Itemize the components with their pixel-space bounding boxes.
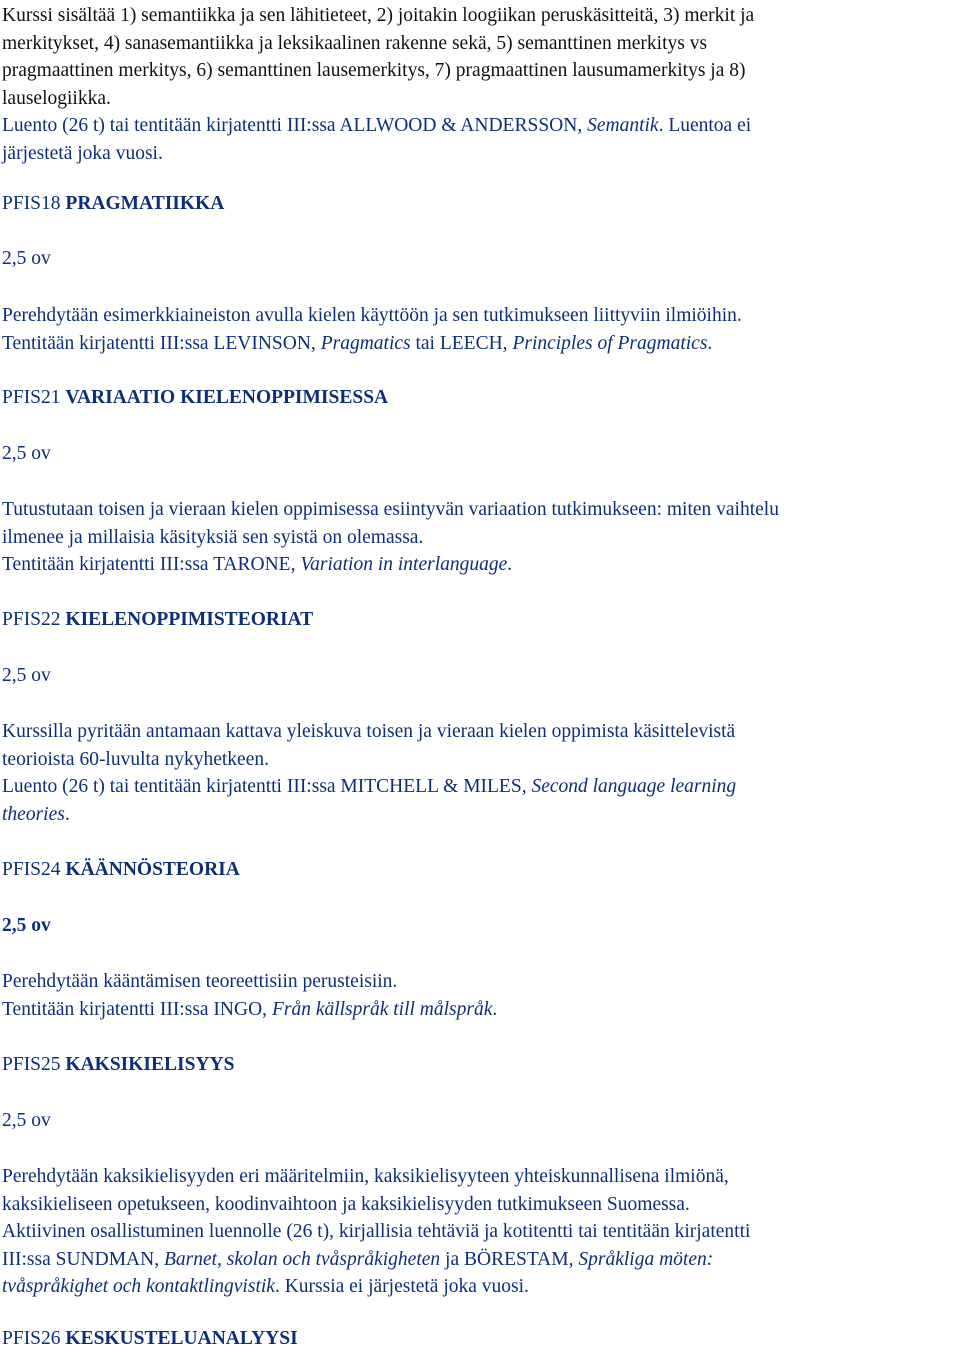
course-code: PFIS24 bbox=[2, 859, 61, 880]
exam-end: . bbox=[707, 332, 713, 354]
exam-end: . bbox=[492, 998, 498, 1020]
course-code: PFIS21 bbox=[2, 387, 61, 408]
intro-luento-line2: järjestetä joka vuosi. bbox=[2, 142, 163, 164]
exam-title: tvåspråkighet och kontaktlingvistik bbox=[2, 1276, 275, 1298]
course-credits: 2,5 ov bbox=[2, 248, 51, 269]
course-exam bbox=[2, 1246, 960, 1274]
course-heading-pfis18 bbox=[2, 190, 224, 218]
course-description: kaksikieliseen opetukseen, koodinvaihtoon ja kaksikielisyyden tutkimukseen Suomessa. bbox=[2, 1193, 690, 1215]
course-heading-pfis26 bbox=[2, 1325, 298, 1353]
course-name: VARIAATIO KIELENOPPIMISESSA bbox=[65, 387, 389, 408]
course-code: PFIS26 bbox=[2, 1328, 61, 1349]
course-heading-pfis21 bbox=[2, 384, 388, 412]
exam-title: Principles of Pragmatics bbox=[512, 332, 708, 354]
exam-title: Pragmatics bbox=[320, 332, 411, 354]
intro-luento-suffix: . Luentoa ei bbox=[658, 115, 752, 137]
exam-title: Från källspråk till målspråk bbox=[271, 998, 493, 1020]
course-name: KAKSIKIELISYYS bbox=[65, 1054, 235, 1075]
exam-prefix: III:ssa SUNDMAN, bbox=[2, 1248, 164, 1270]
intro-line: Kurssi sisältää 1) semantiikka ja sen lähitieteet, 2) joitakin loogiikan peruskäsitteitä, 3) merkit ja bbox=[2, 5, 755, 26]
course-body-pfis22 bbox=[2, 718, 960, 828]
course-description: Perehdytään esimerkkiaineiston avulla kielen käyttöön ja sen tutkimukseen liittyviin ilmiöihin. bbox=[2, 305, 742, 326]
exam-title: theories bbox=[2, 803, 65, 825]
intro-line: merkitykset, 4) sanasemantiikka ja leksikaalinen rakenne sekä, 5) semanttinen merkitys vs bbox=[2, 32, 708, 54]
course-heading-pfis22 bbox=[2, 606, 313, 634]
course-exam-line2 bbox=[2, 1273, 960, 1301]
course-exam bbox=[2, 551, 960, 579]
exam-title: Second language learning bbox=[531, 776, 737, 798]
exam-prefix: Luento (26 t) tai tentitään kirjatentti III:ssa MITCHELL & MILES, bbox=[2, 776, 532, 798]
exam-title: Variation in interlanguage bbox=[300, 554, 508, 576]
course-description: teorioista 60-luvulta nykyhetkeen. bbox=[2, 748, 269, 770]
course-body-pfis21 bbox=[2, 496, 960, 579]
intro-luento bbox=[2, 112, 960, 140]
course-heading-pfis25 bbox=[2, 1051, 234, 1079]
intro-line: pragmaattinen merkitys, 6) semanttinen lausemerkitys, 7) pragmaattinen lausumamerkitys ja 8) bbox=[2, 60, 746, 82]
exam-prefix: Tentitään kirjatentti III:ssa INGO, bbox=[2, 998, 272, 1020]
intro-luento-prefix: Luento (26 t) tai tentitään kirjatentti III:ssa ALLWOOD & ANDERSSON, bbox=[2, 115, 588, 137]
exam-prefix: Tentitään kirjatentti III:ssa LEVINSON, bbox=[2, 332, 321, 354]
course-exam bbox=[2, 996, 960, 1024]
course-name: KIELENOPPIMISTEORIAT bbox=[65, 609, 314, 630]
course-credits: 2,5 ov bbox=[2, 665, 51, 686]
course-name: PRAGMATIIKKA bbox=[65, 193, 225, 214]
exam-title: Barnet, skolan och tvåspråkigheten bbox=[163, 1248, 441, 1270]
course-code: PFIS22 bbox=[2, 609, 61, 630]
course-heading-pfis24 bbox=[2, 856, 240, 884]
intro-luento-title: Semantik bbox=[587, 115, 659, 137]
course-description: Kurssilla pyritään antamaan kattava yleiskuva toisen ja vieraan kielen oppimista käsittelevistä bbox=[2, 721, 736, 742]
course-code: PFIS25 bbox=[2, 1054, 61, 1075]
exam-end: . bbox=[64, 803, 70, 825]
exam-title: Språkliga möten: bbox=[578, 1248, 714, 1270]
course-description: Tutustutaan toisen ja vieraan kielen oppimisessa esiintyvän variaation tutkimukseen: miten vaihtelu bbox=[2, 499, 779, 520]
intro-line: lauselogiikka. bbox=[2, 87, 111, 109]
course-name: KÄÄNNÖSTEORIA bbox=[65, 859, 240, 880]
exam-end: . Kurssia ei järjestetä joka vuosi. bbox=[274, 1276, 529, 1298]
intro-section bbox=[2, 2, 960, 168]
course-code: PFIS18 bbox=[2, 193, 61, 214]
course-credits: 2,5 ov bbox=[2, 915, 51, 936]
course-body-pfis18 bbox=[2, 302, 960, 357]
course-description: ilmenee ja millaisia käsityksiä sen syistä on olemassa. bbox=[2, 526, 424, 548]
course-body-pfis24 bbox=[2, 968, 960, 1023]
course-name: KESKUSTELUANALYYSI bbox=[65, 1328, 298, 1349]
course-description: Perehdytään kääntämisen teoreettisiin perusteisiin. bbox=[2, 971, 398, 992]
course-credits: 2,5 ov bbox=[2, 1110, 51, 1131]
exam-prefix: Tentitään kirjatentti III:ssa TARONE, bbox=[2, 554, 301, 576]
course-exam bbox=[2, 330, 960, 358]
course-exam-line2 bbox=[2, 801, 960, 829]
exam-mid: tai LEECH, bbox=[410, 332, 513, 354]
exam-mid: ja BÖRESTAM, bbox=[440, 1248, 579, 1270]
exam-end: . bbox=[507, 554, 513, 576]
course-description: Perehdytään kaksikielisyyden eri määritelmiin, kaksikielisyyteen yhteiskunnallisena ilmiönä, bbox=[2, 1166, 729, 1187]
course-body-pfis25 bbox=[2, 1163, 960, 1301]
course-activity: Aktiivinen osallistuminen luennolle (26 t), kirjallisia tehtäviä ja kotitentti tai tentitään kirjatentti bbox=[2, 1221, 751, 1243]
course-credits: 2,5 ov bbox=[2, 443, 51, 464]
course-exam bbox=[2, 773, 960, 801]
